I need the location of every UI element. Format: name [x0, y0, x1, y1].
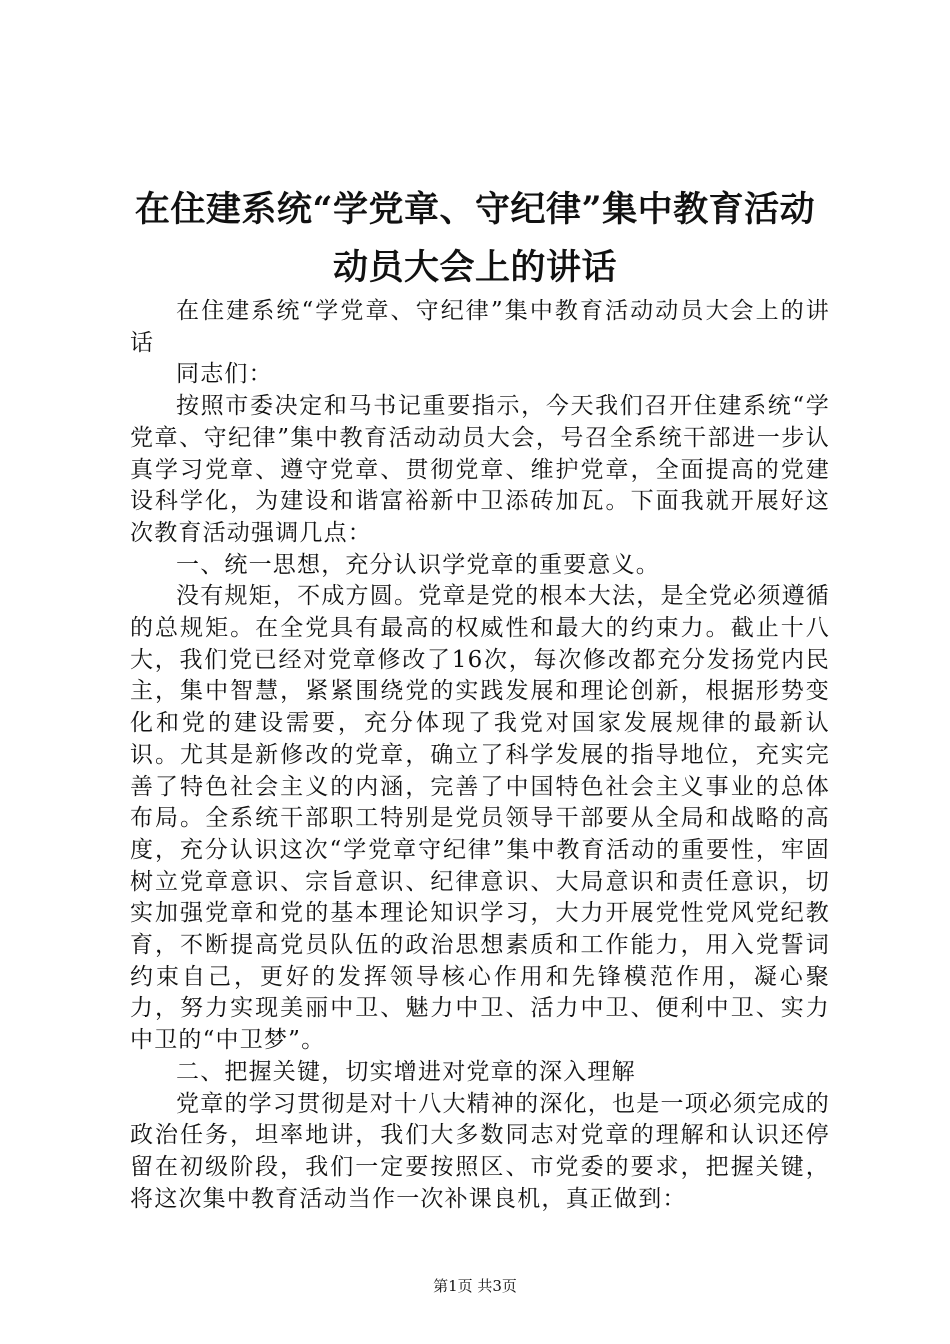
document-title-line-1: 在住建系统“学党章、守纪律”集中教育活动: [134, 189, 816, 230]
section-heading-2: 二、把握关键，切实增进对党章的深入理解: [176, 1058, 636, 1085]
body-paragraph-heading-repeat: 在住建系统“学党章、守纪律”集中教育活动动员大会上的讲话: [130, 298, 830, 356]
document-body: [130, 296, 830, 1215]
body-paragraph-section-2: 党章的学习贯彻是对十八大精神的深化，也是一项必须完成的政治任务，坦率地讲，我们大多数同志对党章的理解和认识还停留在初级阶段，我们一定要按照区、市党委的要求，把握关键，将这次集中教育活动当作一次补课良机，真正做到：: [130, 1090, 830, 1212]
body-paragraph-section-1: 没有规矩，不成方圆。党章是党的根本大法，是全党必须遵循的总规矩。在全党具有最高的权威性和最大的约束力。截止十八大，我们党已经对党章修改了16次，每次修改都充分发扬党内民主，集中智慧，紧紧围绕党的实践发展和理论创新，根据形势变化和党的建设需要，充分体现了我党对国家发展规律的最新认识。尤其是新修改的党章，确立了科学发展的指导地位，充实完善了特色社会主义的内涵，完善了中国特色社会主义事业的总体布局。全系统干部职工特别是党员领导干部要从全局和战略的高度，充分认识这次“学党章守纪律”集中教育活动的重要性，牢固树立党章意识、宗旨意识、纪律意识、大局意识和责任意识，切实加强党章和党的基本理论知识学习，大力开展党性党风党纪教育，不断提高党员队伍的政治思想素质和工作能力，用入党誓词约束自己，更好的发挥领导核心作用和先锋模范作用，凝心聚力，努力实现美丽中卫、魅力中卫、活力中卫、便利中卫、实力中卫的“中卫梦”。: [130, 583, 830, 1054]
section-heading-1: 一、统一思想，充分认识学党章的重要意义。: [176, 551, 660, 578]
document-title-line-2: 动员大会上的讲话: [332, 247, 617, 288]
body-paragraph-salutation: 同志们：: [176, 361, 273, 388]
page-footer: 第1页 共3页: [433, 1277, 517, 1295]
body-paragraph-intro: 按照市委决定和马书记重要指示，今天我们召开住建系统“学党章、守纪律”集中教育活动动员大会，号召全系统干部进一步认真学习党章、遵守党章、贯彻党章、维护党章，全面提高的党建设科学化，为建设和谐富裕新中卫添砖加瓦。下面我就开展好这次教育活动强调几点：: [130, 393, 830, 546]
